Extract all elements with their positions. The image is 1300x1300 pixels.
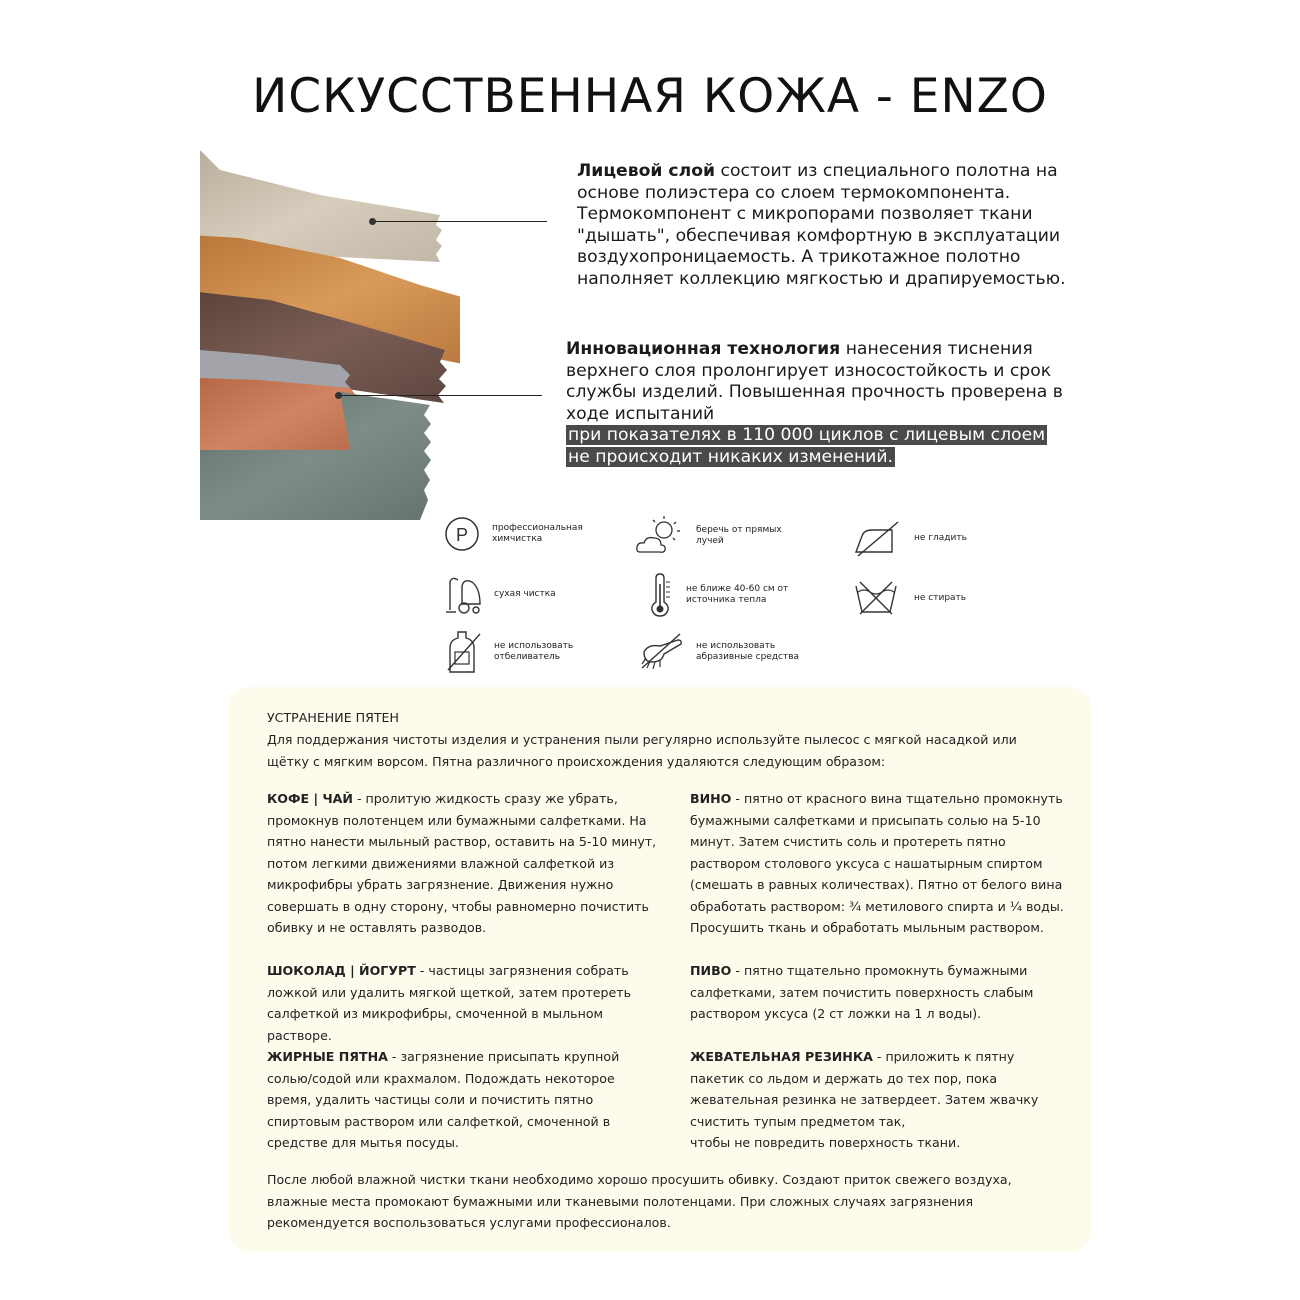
face-layer-text: состоит из специального полотна на основе полиэстера со слоем термокомпонента. Термокомпонент с микропорами позволяет ткани "дышать", обеспечивая комфортную в эксплуатации воздухопроницаемость. А трикотажное полотно наполняет коллекцию мягкостью и драпируемостью. <box>577 161 1066 289</box>
stain-wine-text: - пятно от красного вина тщательно промокнуть бумажными салфетками и присыпать солью на 5-10 минут. Затем счистить соль и протереть пятно раствором столового уксуса с нашатырным спиртом (смешать в равных количествах). Пятно от белого вина обработать раствором: ¾ метилового спирта и ¼ воды. Просушить ткань и обработать мыльным раствором. <box>690 791 1064 935</box>
care-item-no-iron <box>852 518 1024 558</box>
care-label: сухая чистка <box>494 588 556 599</box>
stain-beer <box>690 960 1040 1025</box>
intro-paragraph-face-layer <box>577 161 1072 290</box>
care-label: не ближе 40-60 см от источника тепла <box>686 584 789 605</box>
care-item-no-bleach <box>446 630 604 674</box>
stain-grease-text: - загрязнение присыпать крупной солью/содой или крахмалом. Подождать некоторое время, удалить частицы соли и почистить пятно спиртовым раствором или салфеткой, смоченной в средстве для мытья посуды. <box>267 1049 620 1150</box>
no-bleach-icon <box>446 630 484 674</box>
care-label: не стирать <box>914 592 967 603</box>
no-washing-icon <box>852 578 904 618</box>
stain-wine-title: ВИНО <box>690 791 732 806</box>
technology-text: нанесения тиснения верхнего слоя пролонгирует износостойкость и срок службы изделий. Повышенная прочность проверена в ходе испытаний <box>566 339 1063 424</box>
stain-chocolate <box>267 960 667 1046</box>
swatches-svg <box>200 150 460 520</box>
stain-grease-title: ЖИРНЫЕ ПЯТНА <box>267 1049 388 1064</box>
stain-wine <box>690 788 1070 939</box>
stain-gum <box>690 1046 1070 1154</box>
care-item-dry-clean <box>442 514 602 554</box>
svg-text:P: P <box>455 525 469 545</box>
care-label: беречь от прямых лучей <box>696 525 782 546</box>
vacuum-cleaner-icon <box>444 572 484 616</box>
stain-beer-title: ПИВО <box>690 963 732 978</box>
stain-coffee-text: - пролитую жидкость сразу же убрать, промокнув полотенцем или бумажными салфетками. На пятно нанести мыльный раствор, оставить на 5-10 минут, потом легкими движениями влажной салфеткой из микрофибры убрать загрязнение. Движения нужно совершать в одну сторону, чтобы равномерно почистить обивку и не оставлять разводов. <box>267 791 657 935</box>
panel-outro: После любой влажной чистки ткани необходимо хорошо просушить обивку. Создают приток свежего воздуха, влажные места промокают бумажными или тканевыми полотенцами. При сложных случаях загрязнения рекомендуется воспользоваться услугами профессионалов. <box>267 1172 1012 1230</box>
stain-gum-text: - приложить к пятну пакетик со льдом и держать до тех пор, пока жевательная резинка не затвердеет. Затем жвачку счистить тупым предметом так, <box>690 1049 1039 1129</box>
care-item-sun <box>634 514 806 558</box>
face-layer-bold: Лицевой слой <box>577 161 716 181</box>
technology-highlight: при показателях в 110 000 циклов с лицевым слоем не происходит никаких изменений. <box>568 425 1046 467</box>
care-label: не использовать абразивные средства <box>696 641 800 662</box>
page-title: ИСКУССТВЕННАЯ КОЖА - ENZO <box>252 69 1048 125</box>
stain-gum-title: ЖЕВАТЕЛЬНАЯ РЕЗИНКА <box>690 1049 873 1064</box>
fabric-swatches-image <box>200 150 460 520</box>
stain-coffee-title: КОФЕ | ЧАЙ <box>267 791 353 806</box>
thermometer-icon <box>646 572 676 618</box>
care-label: не использовать отбеливатель <box>494 641 574 662</box>
stain-coffee <box>267 788 657 939</box>
sun-cloud-icon <box>634 514 686 558</box>
panel-intro: Для поддержания чистоты изделия и устранения пыли регулярно используйте пылесос с мягкой насадкой или щётку с мягким ворсом. Пятна различного происхождения удаляются следующим образом: <box>267 732 1017 769</box>
care-item-no-wash <box>852 578 1024 618</box>
care-item-vacuum <box>444 572 604 616</box>
intro-paragraph-technology <box>566 339 1066 468</box>
leader-line-top <box>375 221 547 222</box>
no-ironing-icon <box>852 518 904 558</box>
care-item-heat <box>646 572 796 618</box>
leader-line-bottom <box>340 395 542 396</box>
stain-chocolate-text: - частицы загрязнения собрать ложкой или удалить мягкой щеткой, затем протереть салфеткой из микрофибры, смоченной в мыльном растворе. <box>267 963 632 1043</box>
care-item-no-abrasive <box>638 632 806 672</box>
stain-gum-text-2: чтобы не повредить поверхность ткани. <box>690 1135 961 1150</box>
care-label: профессиональная химчистка <box>492 523 583 544</box>
panel-heading: УСТРАНЕНИЕ ПЯТЕН <box>267 710 399 725</box>
stain-grease <box>267 1046 662 1154</box>
professional-dry-clean-icon <box>442 514 482 554</box>
stain-beer-text: - пятно тщательно промокнуть бумажными салфетками, затем почистить поверхность слабым раствором уксуса (2 ст ложки на 1 л воды). <box>690 963 1034 1021</box>
care-label: не гладить <box>914 532 967 543</box>
stain-chocolate-title: ШОКОЛАД | ЙОГУРТ <box>267 963 416 978</box>
technology-bold: Инновационная технология <box>566 339 841 359</box>
no-abrasive-brush-icon <box>638 632 686 672</box>
